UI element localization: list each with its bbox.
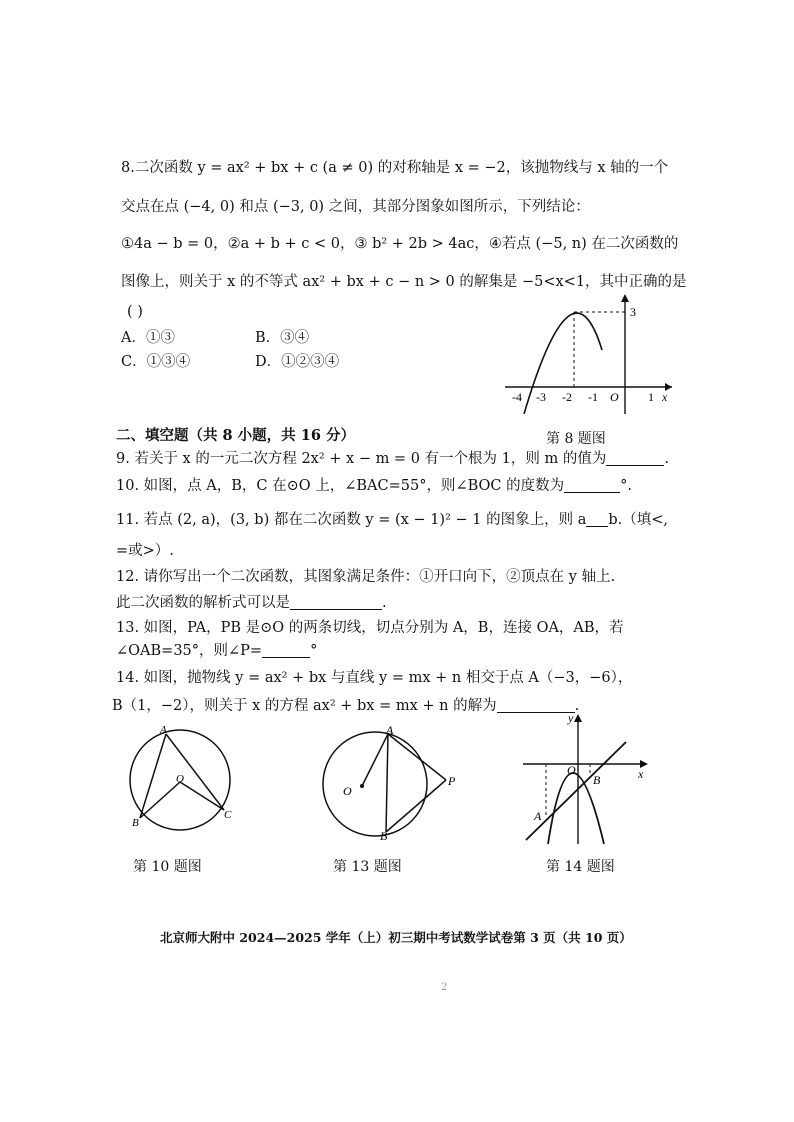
fig10-circle-figure [118, 722, 248, 834]
q12-line-1: 12. 请你写出一个二次函数，其图象满足条件：①开口向下，②顶点在 y 轴上. [116, 569, 616, 585]
q8-answer-bracket: ( ) [127, 304, 143, 320]
q9-end: . [664, 451, 669, 467]
page-footer: 北京师大附中 2024—2025 学年（上）初三期中考试数学试卷第 3 页（共 10 页） [160, 930, 632, 945]
q9-answer-blank[interactable] [606, 449, 664, 466]
q13-answer-blank[interactable] [262, 641, 310, 658]
point-p-label: P [448, 774, 456, 788]
q14-stem: B（1，−2），则关于 x 的方程 ax² + bx = mx + n 的解为 [112, 698, 497, 714]
q10-end: °. [620, 478, 632, 494]
point-b-label: B [380, 829, 388, 842]
point-o-label: O [343, 784, 352, 798]
q12-end: . [382, 595, 387, 611]
center-point [360, 784, 364, 788]
x-tick-neg1: -1 [588, 390, 598, 404]
y-tick-label: 3 [630, 305, 636, 319]
q11-stem: 11. 若点 (2, a)，(3, b) 都在二次函数 y = (x − 1)² − 1 的图象上，则 a [116, 512, 587, 528]
q13-line-1: 13. 如图，PA，PB 是⊙O 的两条切线，切点分别为 A，B，连接 OA，AB，若 [116, 620, 624, 636]
q14-line-2 [112, 696, 579, 716]
section-title: 二、填空题（共 8 小题，共 16 分） [116, 427, 355, 444]
chord-ab [386, 734, 388, 832]
point-o-label: O [176, 773, 184, 785]
q8-figure-caption: 第 8 题图 [546, 431, 606, 447]
origin-label: O [610, 390, 619, 404]
q13-line-2 [116, 641, 317, 661]
origin-label: O [567, 763, 576, 777]
q11-line-1 [116, 510, 668, 530]
q11-answer-blank[interactable] [586, 510, 608, 527]
q10-answer-blank[interactable] [564, 476, 620, 493]
x-axis-label: x [662, 390, 668, 404]
q12-answer-blank[interactable] [290, 593, 382, 610]
q10-stem: 10. 如图，点 A，B，C 在⊙O 上，∠BAC=55°，则∠BOC 的度数为 [116, 478, 565, 494]
q12-line-2 [116, 593, 387, 613]
q13-stem: ∠OAB=35°，则∠P= [116, 643, 263, 659]
q8-option-d: D．①②③④ [255, 354, 340, 370]
point-b-label: B [132, 817, 139, 829]
fig13-caption: 第 13 题图 [333, 859, 402, 875]
q8-parabola-figure [500, 292, 680, 417]
q8-option-b: B．③④ [255, 330, 310, 346]
point-b-label: B [593, 773, 601, 787]
tangent-pa [388, 734, 446, 780]
fig13-tangent-figure [310, 722, 470, 842]
fig14-parabola-line-figure [518, 712, 653, 847]
x-tick-neg3: -3 [536, 390, 546, 404]
fig14-caption: 第 14 题图 [546, 859, 615, 875]
q8-line-4: 图像上，则关于 x 的不等式 ax² + bx + c − n > 0 的解集是 −5<x<1，其中正确的是 [121, 274, 687, 290]
q14-answer-blank[interactable] [497, 696, 575, 713]
q8-line-3: ①4a − b = 0，②a + b + c < 0，③ b² + 2b > 4ac，④若点 (−5, n) 在二次函数的 [121, 236, 679, 252]
x-axis-label: x [638, 767, 644, 781]
q8-option-c: C．①③④ [121, 354, 191, 370]
point-c-label: C [224, 809, 232, 821]
q14-line-1: 14. 如图，抛物线 y = ax² + bx 与直线 y = mx + n 相交于点 A（−3，−6）， [116, 670, 633, 686]
scan-mark: 2 [441, 982, 448, 993]
y-axis-arrow [574, 714, 582, 722]
q9-text [116, 449, 669, 469]
q9-stem: 9. 若关于 x 的一元二次方程 2x² + x − m = 0 有一个根为 1，则 m 的值为 [116, 451, 607, 467]
q12-stem: 此二次函数的解析式可以是 [116, 595, 290, 611]
q13-end: ° [310, 643, 318, 659]
q11-line-2: =或>）. [116, 543, 174, 559]
fig10-caption: 第 10 题图 [133, 859, 202, 875]
point-a-label: A [534, 809, 542, 823]
segment-oa [362, 734, 388, 786]
radius-oc [180, 782, 224, 810]
q8-option-a: A．①③ [121, 330, 175, 346]
q8-line-2: 交点在点 (−4, 0) 和点 (−3, 0) 之间，其部分图象如图所示，下列结论： [121, 199, 590, 215]
y-axis-arrow [621, 294, 629, 302]
x-tick-neg4: -4 [512, 390, 522, 404]
q11-mid: b.（填<, [608, 512, 669, 528]
q14-end: . [574, 698, 580, 714]
x-tick-1: 1 [648, 390, 654, 404]
y-axis-label: y [568, 712, 574, 725]
point-a-label: A [160, 724, 167, 736]
tangent-pb [386, 780, 446, 832]
point-a-label: A [386, 723, 394, 737]
line-mx-n [526, 742, 626, 840]
q10-text [116, 476, 632, 496]
x-tick-neg2: -2 [562, 390, 572, 404]
circle-o [323, 732, 427, 836]
q8-line-1: 8.二次函数 y = ax² + bx + c (a ≠ 0) 的对称轴是 x = −2，该抛物线与 x 轴的一个 [121, 160, 669, 176]
